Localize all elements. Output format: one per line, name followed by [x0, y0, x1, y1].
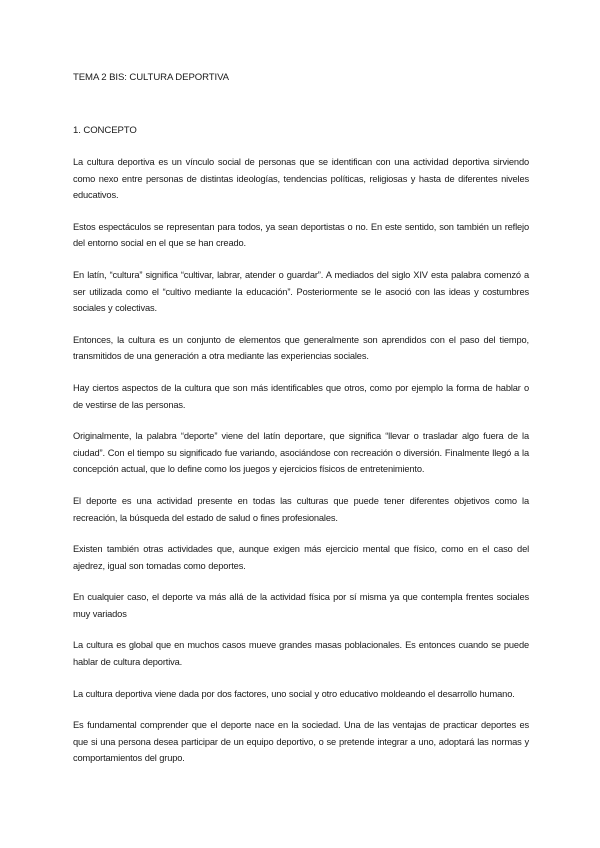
- document-title: TEMA 2 BIS: CULTURA DEPORTIVA: [73, 72, 229, 83]
- section-heading: 1. CONCEPTO: [73, 125, 137, 136]
- paragraph: Originalmente, la palabra “deporte” viene del latín deportare, que significa “llevar o trasladar algo fuera de la ciudad”. Con el tiempo su significado fue variando, asociándose con recreación o diversión. Finalmente llegó a la concepción actual, que lo define como los juegos y ejercicios físicos de entretenimiento.: [73, 431, 529, 475]
- paragraph: El deporte es una actividad presente en todas las culturas que puede tener diferentes objetivos como la recreación, la búsqueda del estado de salud o fines profesionales.: [73, 495, 529, 523]
- paragraph: En latín, “cultura” significa “cultivar, labrar, atender o guardar”. A mediados del siglo XIV esta palabra comenzó a ser utilizada como el “cultivo mediante la educación”. Posteriormente se le asoció con las ideas y costumbres sociales y colectivas.: [73, 269, 529, 314]
- paragraph: Es fundamental comprender que el deporte nace en la sociedad. Una de las ventajas de practicar deportes es que si una persona desea participar de un equipo deportivo, o se pretende integrar a uno, adoptará las normas y comportamientos del grupo.: [73, 720, 529, 764]
- paragraph: La cultura deportiva es un vínculo social de personas que se identifican con una actividad deportiva sirviendo como nexo entre personas de distintas ideologías, tendencias políticas, religiosas y hasta de diferentes niveles educativos.: [73, 157, 529, 201]
- paragraph: Estos espectáculos se representan para todos, ya sean deportistas o no. En este sentido, son también un reflejo del entorno social en el que se han creado.: [73, 221, 529, 249]
- document-body: [73, 70, 529, 782]
- paragraph: En cualquier caso, el deporte va más allá de la actividad física por sí misma ya que contempla frentes sociales muy variados: [73, 592, 529, 619]
- paragraph: Existen también otras actividades que, aunque exigen más ejercicio mental que físico, como en el caso del ajedrez, igual son tomadas como deportes.: [73, 544, 529, 571]
- paragraph: La cultura deportiva viene dada por dos factores, uno social y otro educativo moldeando el desarrollo humano.: [73, 688, 515, 699]
- paragraph: Entonces, la cultura es un conjunto de elementos que generalmente son aprendidos con el paso del tiempo, transmitidos de una generación a otra mediante las experiencias sociales.: [73, 334, 529, 362]
- paragraph: Hay ciertos aspectos de la cultura que son más identificables que otros, como por ejemplo la forma de hablar o de vestirse de las personas.: [73, 382, 529, 410]
- paragraph: La cultura es global que en muchos casos mueve grandes masas poblacionales. Es entonces cuando se puede hablar de cultura deportiva.: [73, 640, 529, 668]
